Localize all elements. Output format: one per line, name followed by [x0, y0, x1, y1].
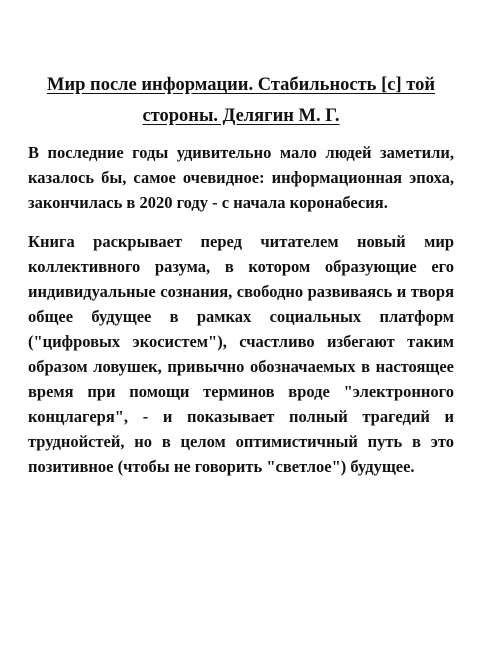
document-title: Мир после информации. Стабильность [с] той стороны. Делягин М. Г. — [47, 75, 435, 126]
paragraph-description: Книга раскрывает перед читателем новый мир коллективного разума, в котором образующие его индивидуальные сознания, свободно развиваясь и творя общее будущее в рамках социальных платформ ("цифровых экосистем"), счастливо избегают таким образом ловушек, привычно обозначаемых в настоящее время при помощи терминов вроде "электронного концлагеря", - и показывает полный трагедий и труднойстей, но в целом оптимистичный путь в это позитивное (чтобы не говорить "светлое") будущее. — [28, 232, 454, 476]
paragraph-intro: В последние годы удивительно мало людей заметили, казалось бы, самое очевидное: информационная эпоха, закончилась в 2020 году - с начала коронабесия. — [28, 143, 454, 212]
